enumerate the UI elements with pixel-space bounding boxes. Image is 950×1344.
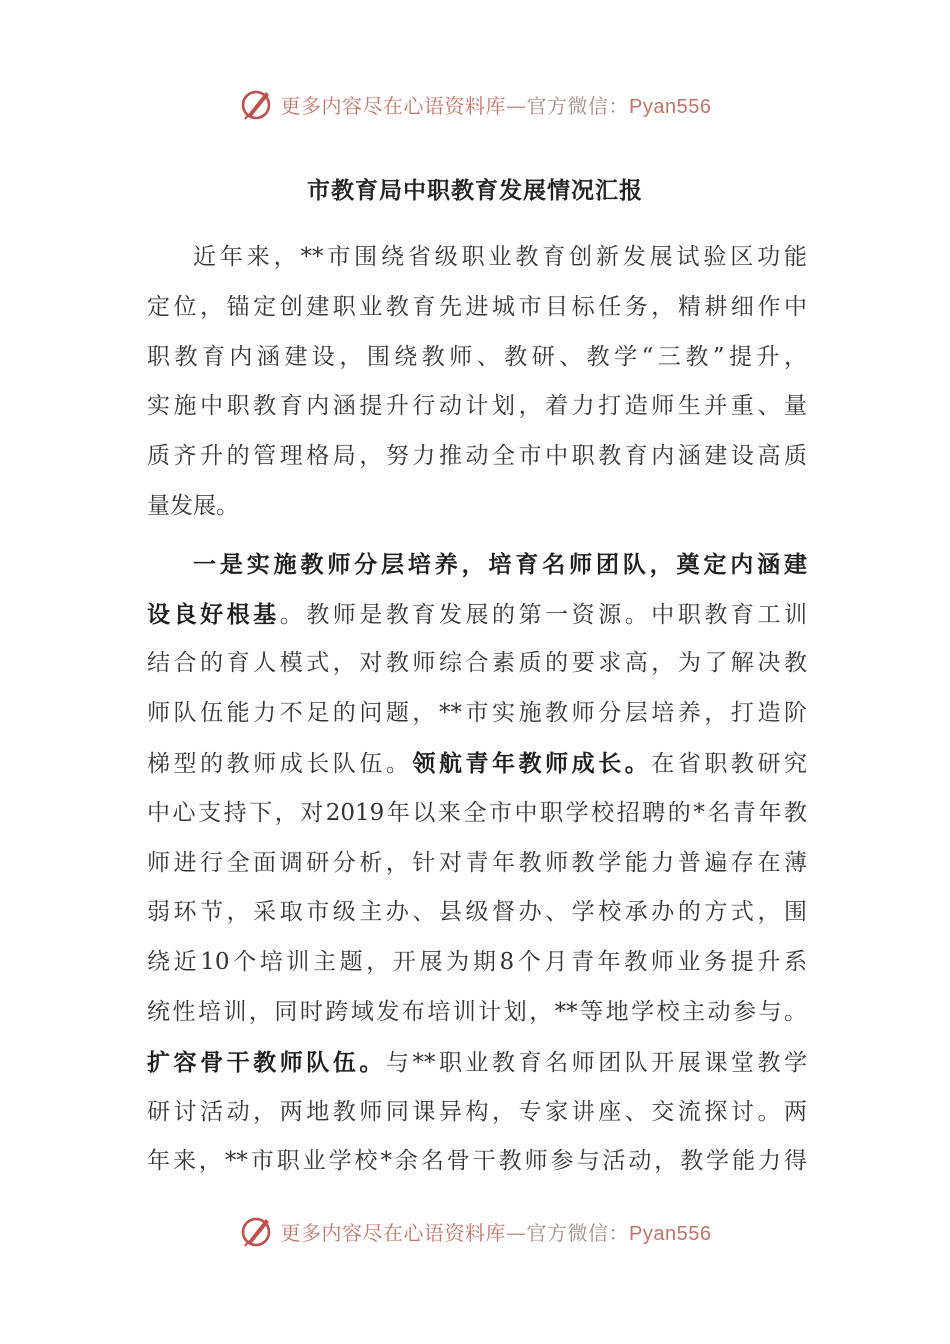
paragraph-2-text: 梯型的教师成长队伍。 [147,750,413,777]
paragraph-2-text: 在省职教研究 [651,750,808,777]
paragraph-1-line: 量发展。 [147,492,239,519]
paragraph-2-heading-line: 一是实施教师分层培养，培育名师团队，奠定内涵建 [193,550,807,578]
banner-wechat-label: 官方微信： [526,1220,630,1245]
paragraph-1-line: 近年来，**市围绕省级职业教育创新发展试验区功能 [193,244,807,270]
banner-main-text: 更多内容尽在心语资料库 [280,1220,507,1245]
paragraph-2-text: 。教师是教育发展的第一资源。中职教育工训 [279,601,808,628]
banner-main-text: 更多内容尽在心语资料库 [280,93,507,118]
subheading-backbone-teachers: 扩容骨干教师队伍。 [147,1048,386,1076]
paragraph-2-line: 师进行全面调研分析，针对青年教师教学能力普遍存在薄 [147,849,807,876]
paragraph-1-line: 职教育内涵建设，围绕教师、教研、教学“三教”提升， [147,343,807,370]
paragraph-2-line: 师队伍能力不足的问题，**市实施教师分层培养，打造阶 [147,700,807,727]
paragraph-1-line: 定位，锚定创建职业教育先进城市目标任务，精耕细作中 [147,293,807,320]
banner-wechat-label: 官方微信： [526,93,630,118]
paragraph-2-line: 结合的育人模式，对教师综合素质的要求高，为了解决教 [147,650,807,677]
paragraph-2-line: 中心支持下，对2019年以来全市中职学校招聘的*名青年教 [147,799,807,826]
paragraph-2-text: 与**职业教育名师团队开展课堂教学 [385,1049,808,1076]
paragraph-2-line: 统性培训，同时跨域发布培训计划，**等地学校主动参与。 [147,998,807,1025]
paragraph-2-heading-end: 设良好根基 [147,600,280,628]
paragraph-2-line: 研讨活动，两地教师同课异构，专家讲座、交流探讨。两 [147,1098,807,1125]
paragraph-1-line: 实施中职教育内涵提升行动计划，着力打造师生并重、量 [147,393,807,420]
banner-wechat-id: Pyan556 [629,1222,712,1245]
paragraph-1-line: 质齐升的管理格局，努力推动全市中职教育内涵建设高质 [147,443,807,470]
footer-banner [0,1211,950,1251]
document-body [147,233,807,1187]
banner-dash: — [506,1220,527,1245]
banner-text [281,90,712,119]
paragraph-2-line [147,590,807,640]
subheading-young-teachers: 领航青年教师成长。 [412,749,652,777]
banner-wechat-id: Pyan556 [629,95,712,118]
banner-text [281,1217,712,1246]
quill-logo-icon [239,86,275,122]
paragraph-2-line [147,1038,807,1088]
banner-dash: — [506,93,527,118]
quill-logo-icon [239,1213,275,1249]
document-title: 市教育局中职教育发展情况汇报 [307,177,643,204]
header-banner [0,84,950,124]
paragraph-2-line: 年来，**市职业学校*余名骨干教师参与活动，教学能力得 [147,1148,807,1175]
paragraph-2-line: 弱环节，采取市级主办、县级督办、学校承办的方式，围 [147,899,807,926]
paragraph-2-line: 绕近10个培训主题，开展为期8个月青年教师业务提升系 [147,949,807,976]
paragraph-gap [147,532,807,540]
paragraph-2-line [147,739,807,789]
